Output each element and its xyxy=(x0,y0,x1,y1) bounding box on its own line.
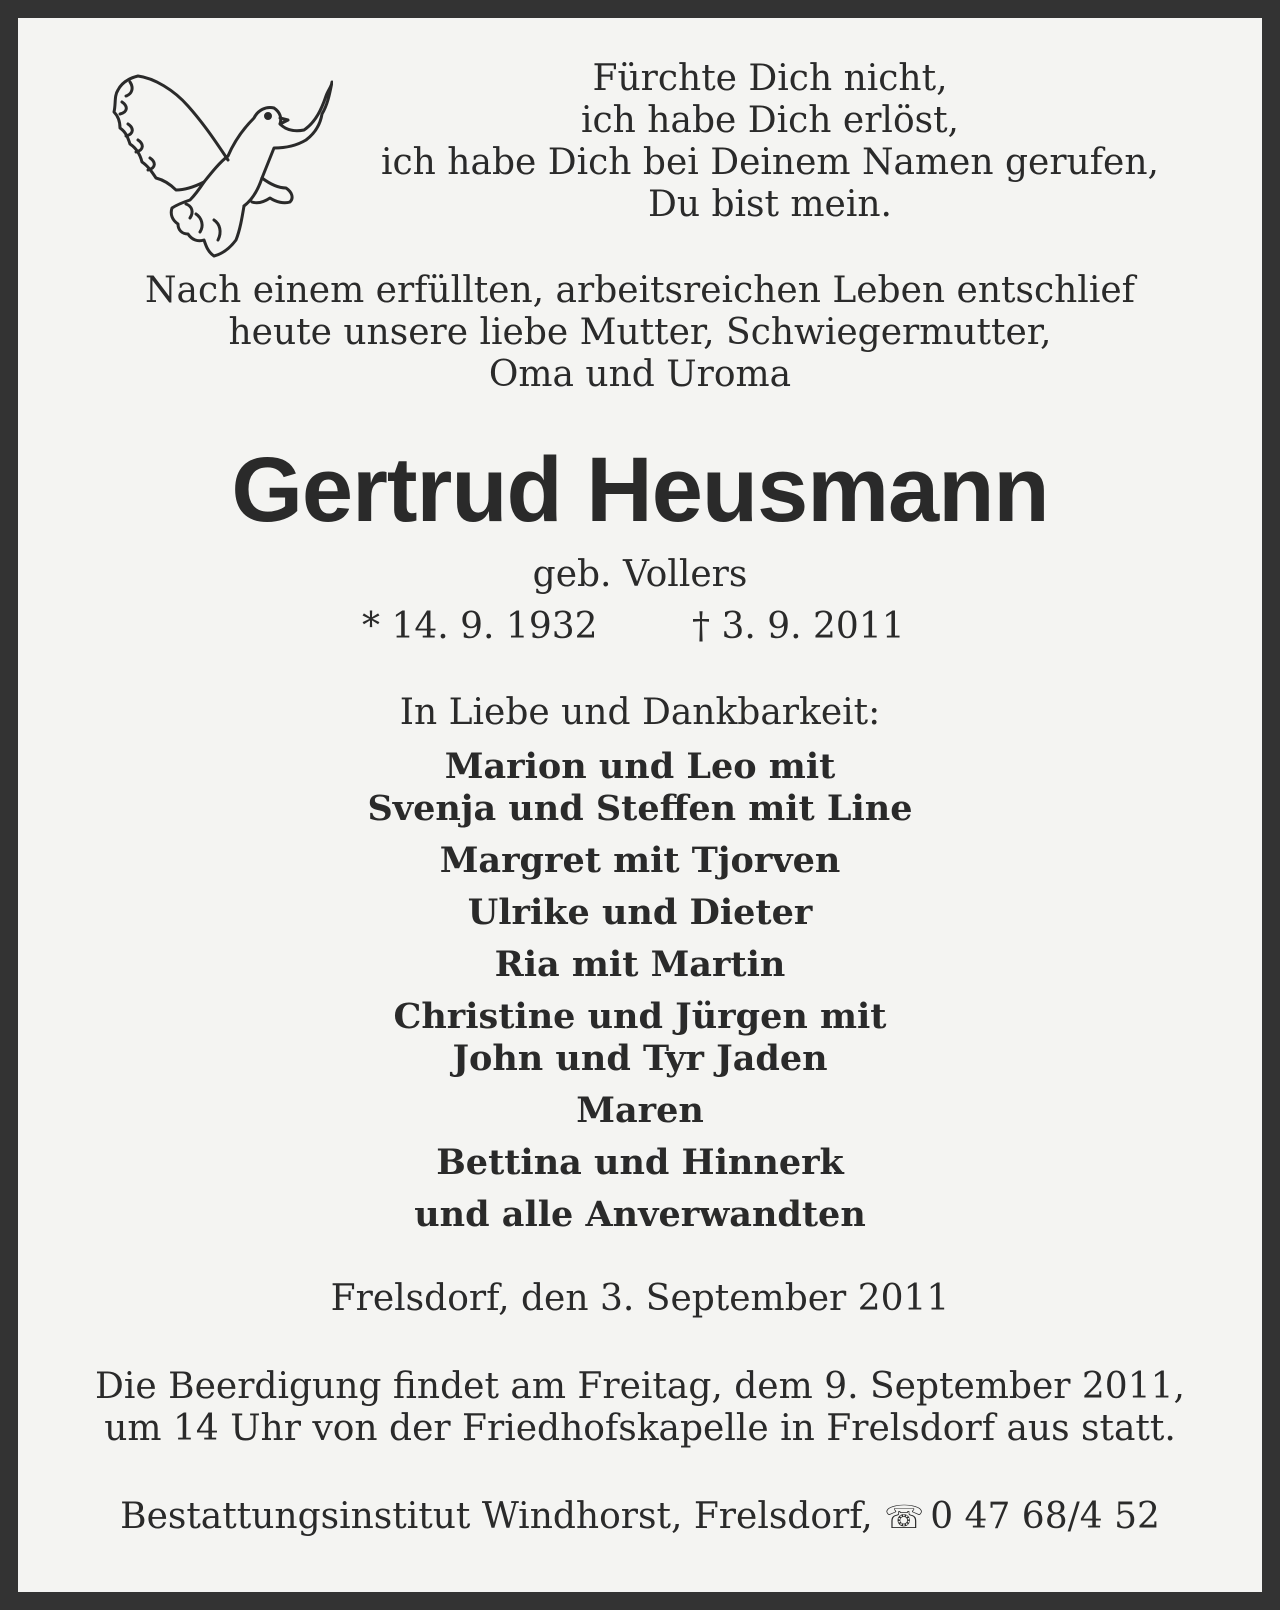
mourner-line: Svenja und Steffen mit Line xyxy=(367,788,913,829)
mourner-line: Christine und Jürgen mit xyxy=(393,996,887,1037)
verse-line: Du bist mein. xyxy=(647,184,893,225)
mourner-line: Maren xyxy=(576,1090,704,1131)
mourner-line: Ulrike und Dieter xyxy=(467,892,813,933)
mourner-line: Margret mit Tjorven xyxy=(439,840,841,881)
funeral-line: Die Beerdigung findet am Freitag, dem 9. September 2011, xyxy=(95,1366,1185,1407)
life-dates xyxy=(0,606,1280,650)
funeral-line: um 14 Uhr von der Friedhofskapelle in Frelsdorf aus statt. xyxy=(104,1408,1176,1449)
verse-line: Fürchte Dich nicht, xyxy=(592,58,948,99)
death-date: † 3. 9. 2011 xyxy=(692,606,905,647)
maiden-name: geb. Vollers xyxy=(532,554,748,595)
mourner-line: Bettina und Hinnerk xyxy=(436,1142,844,1183)
mourners-heading: In Liebe und Dankbarkeit: xyxy=(399,692,881,733)
intro-line: heute unsere liebe Mutter, Schwiegermutter, xyxy=(228,312,1052,353)
mourner-line: John und Tyr Jaden xyxy=(452,1038,828,1079)
birth-date: * 14. 9. 1932 xyxy=(362,606,598,647)
dove-icon xyxy=(108,72,333,258)
place-date: Frelsdorf, den 3. September 2011 xyxy=(330,1278,950,1319)
undertaker-phone: 0 47 68/4 52 xyxy=(930,1496,1160,1537)
telephone-icon: ☏ xyxy=(884,1498,925,1536)
intro-line: Oma und Uroma xyxy=(488,354,792,395)
mourner-line: und alle Anverwandten xyxy=(414,1194,866,1235)
mourner-line: Ria mit Martin xyxy=(494,944,786,985)
mourner-line: Marion und Leo mit xyxy=(444,746,836,787)
deceased-name: Gertrud Heusmann xyxy=(231,439,1049,541)
verse-line: ich habe Dich erlöst, xyxy=(581,100,959,141)
undertaker-line xyxy=(0,1496,1280,1537)
intro-line: Nach einem erfüllten, arbeitsreichen Leben entschlief xyxy=(145,270,1135,311)
undertaker-name: Bestattungsinstitut Windhorst, Frelsdorf, xyxy=(120,1496,873,1537)
verse-line: ich habe Dich bei Deinem Namen gerufen, xyxy=(380,142,1159,183)
